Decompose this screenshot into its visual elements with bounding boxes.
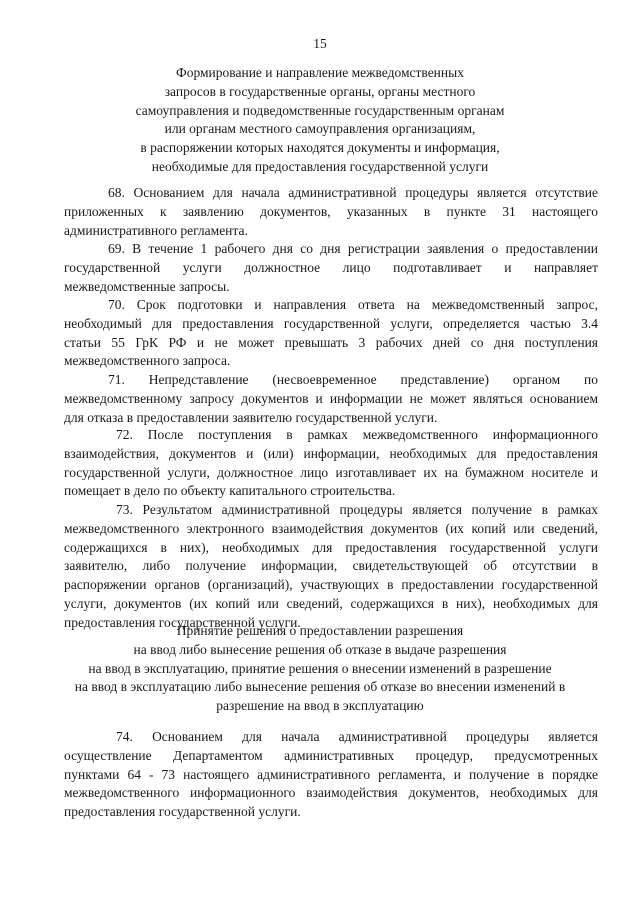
paragraph-72: [64, 426, 598, 501]
heading-line: запросов в государственные органы, органы местного: [164, 83, 476, 99]
paragraph-line: межведомственного информационного взаимодействия документов, необходимых для: [64, 785, 598, 801]
paragraph-line: 72. После поступления в рамках межведомственного информационного: [116, 427, 598, 442]
section-heading-interagency-requests: [0, 64, 640, 177]
paragraph-number: 73.: [116, 502, 133, 517]
paragraph-line: административного регламента.: [64, 222, 248, 238]
paragraph-73: [64, 501, 598, 633]
heading-line: в распоряжении которых находятся документы и информация,: [140, 140, 500, 156]
paragraph-line: взаимодействия, документов и (или) информации, необходимых для предоставления: [64, 445, 598, 461]
section-heading-permit-decision: [0, 622, 640, 716]
paragraph-line: межведомственного запроса.: [64, 353, 231, 369]
paragraph-number: 70.: [108, 297, 125, 312]
heading-line: на ввод в эксплуатацию либо вынесение решения об отказе во внесении изменений в: [74, 679, 566, 695]
heading-line: на ввод в эксплуатацию, принятие решения о внесении изменений в разрешение: [88, 660, 552, 676]
paragraph-line: предоставления государственной услуги.: [64, 614, 301, 630]
paragraph-number: 71.: [108, 372, 125, 387]
paragraph-line: заявителю, либо получение информации, свидетельствующей об отсутствии в: [64, 558, 598, 574]
paragraph-line: приложенных к заявлению документов, указанных в пункте 31 настоящего: [64, 203, 598, 219]
paragraph-line: статьи 55 ГрК РФ и не может превышать 3 рабочих дней со дня поступления: [64, 334, 598, 350]
paragraph-70: [64, 296, 598, 371]
paragraph-line: 73. Результатом административной процедуры является получение в рамках: [116, 502, 598, 517]
paragraph-line: межведомственные запросы.: [64, 278, 230, 294]
paragraph-line: необходимый для предоставления государственной услуги, определяется частью 3.4: [64, 315, 598, 331]
heading-line: на ввод либо вынесение решения об отказе в выдаче разрешения: [133, 641, 507, 657]
paragraph-line: пунктами 64 - 73 настоящего административного регламента, и получение в порядке: [64, 766, 598, 782]
paragraph-number: 69.: [108, 241, 125, 256]
paragraph-line: помещает в дело по объекту капитального строительства.: [64, 483, 396, 499]
paragraph-line: распоряжении органов (организаций), участвующих в предоставлении государственной: [64, 577, 598, 593]
paragraph-line: 69. В течение 1 рабочего дня со дня регистрации заявления о предоставлении: [108, 241, 598, 256]
paragraph-line: межведомственному запросу документов и информации не может являться основанием: [64, 390, 598, 406]
heading-line: разрешение на ввод в эксплуатацию: [216, 698, 424, 714]
heading-line: Принятие решения о предоставлении разрешения: [176, 623, 464, 638]
paragraph-number: 72.: [116, 427, 133, 442]
paragraph-74: [64, 728, 598, 822]
paragraph-line: межведомственного электронного взаимодействия документов (их копий или сведений,: [64, 520, 598, 536]
paragraph-line: содержащихся в них), необходимых для предоставления государственной услуги: [64, 539, 598, 555]
paragraph-line: для отказа в предоставлении заявителю государственной услуги.: [64, 409, 438, 425]
paragraph-line: услуги, документов (их копий или сведений, содержащихся в них), необходимых для: [64, 595, 598, 611]
page-number: 15: [313, 36, 327, 51]
heading-line: самоуправления и подведомственные государственным органам: [135, 102, 505, 118]
paragraph-line: государственной услуги должностное лицо подготавливает и направляет: [64, 259, 598, 275]
paragraph-line: государственной услуги, должностное лицо изготавливает их на бумажном носителе и: [64, 464, 598, 480]
paragraph-number: 68.: [108, 185, 125, 200]
paragraph-line: 70. Срок подготовки и направления ответа на межведомственный запрос,: [108, 297, 598, 312]
paragraph-line: предоставления государственной услуги.: [64, 804, 301, 820]
paragraph-line: 74. Основанием для начала административной процедуры является: [116, 729, 598, 744]
paragraph-69: [64, 240, 598, 296]
heading-line: Формирование и направление межведомственных: [176, 65, 464, 80]
heading-line: или органам местного самоуправления организациям,: [164, 121, 476, 137]
paragraph-number: 74.: [116, 729, 133, 744]
paragraph-line: 68. Основанием для начала административной процедуры является отсутствие: [108, 185, 598, 200]
paragraph-line: 71. Непредставление (несвоевременное представление) органом по: [108, 372, 598, 387]
paragraph-line: осуществление Департаментом административных процедур, предусмотренных: [64, 747, 598, 763]
heading-line: необходимые для предоставления государственной услуги: [151, 158, 489, 174]
paragraph-68: [64, 184, 598, 240]
paragraph-71: [64, 371, 598, 427]
